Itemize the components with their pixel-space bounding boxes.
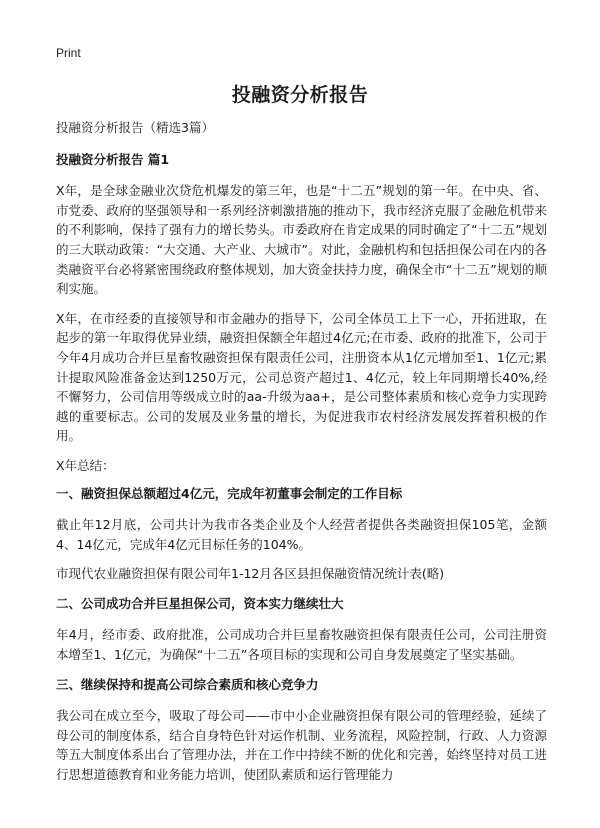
document-title: 投融资分析报告 (231, 84, 369, 106)
paragraph: 市现代农业融资担保有限公司年1-12月各区县担保融资情况统计表(略) (56, 566, 445, 582)
document-body (56, 118, 547, 795)
section-heading: 投融资分析报告 篇1 (56, 151, 170, 167)
paragraph: X年总结： (56, 457, 115, 473)
subheading: 一、融资担保总额超过4亿元，完成年初董事会制定的工作目标 (56, 485, 403, 501)
subheading: 二、公司成功合并巨星担保公司，资本实力继续壮大 (56, 595, 344, 611)
subheading: 三、继续保持和提高公司综合素质和核心竞争力 (56, 676, 319, 692)
paragraph: X年，是全球金融业次贷危机爆发的第三年，也是“十二五”规划的第一年。在中央、省、市党委、政府的坚强领导和一系列经济刺激措施的推动下，我市经济克服了金融危机带来的不利影响，保持了强有力的增长势头。市委政府在肯定成果的同时确定了“十二五”规划的三大联动政策：“大交通、大产业、大城市”。对此，金融机构和包括担保公司在内的各类融资平台必将紧密围绕政府整体规划，加大资金扶持力度，确保全市“十二五”规划的顺利实施。 (56, 183, 547, 297)
paragraph: 截止年12月底，公司共计为我市各类企业及个人经营者提供各类融资担保105笔，金额4、14亿元，完成年4亿元目标任务的104%。 (56, 517, 547, 552)
paragraph: 我公司在成立至今，吸取了母公司——市中小企业融资担保有限公司的管理经验，延续了母公司的制度体系，结合自身特色针对运作机制、业务流程，风险控制，行政、人力资源等五大制度体系出台了管理办法，并在工作中持续不断的优化和完善，始终坚持对员工进行思想道德教育和业务能力培训，使团队素质和运行管理能力 (56, 708, 547, 783)
paragraph: 年4月，经市委、政府批准，公司成功合并巨星畜牧融资担保有限责任公司，公司注册资本增至1、1亿元，为确保“十二五”各项目标的实现和公司自身发展奠定了坚实基础。 (56, 627, 547, 663)
print-link[interactable]: Print (56, 46, 81, 60)
paragraph: X年，在市经委的直接领导和市金融办的指导下，公司全体员工上下一心，开拓进取，在起步的第一年取得优异业绩，融资担保额全年超过4亿元;在市委、政府的批准下，公司于今年4月成功合并巨星畜牧融资担保有限责任公司，注册资本从1亿元增加至1、1亿元;累计提取风险准备金达到1250万元，公司总资产超过1、4亿元，较上年同期增长40%,经不懈努力，公司信用等级成立时的aa-升级为aa+，是公司整体素质和核心竞争力实现跨越的重要标志。公司的发展及业务量的增长，为促进我市农村经济发展发挥着积极的作用。 (56, 310, 547, 444)
document-subtitle: 投融资分析报告（精选3篇） (56, 120, 214, 135)
